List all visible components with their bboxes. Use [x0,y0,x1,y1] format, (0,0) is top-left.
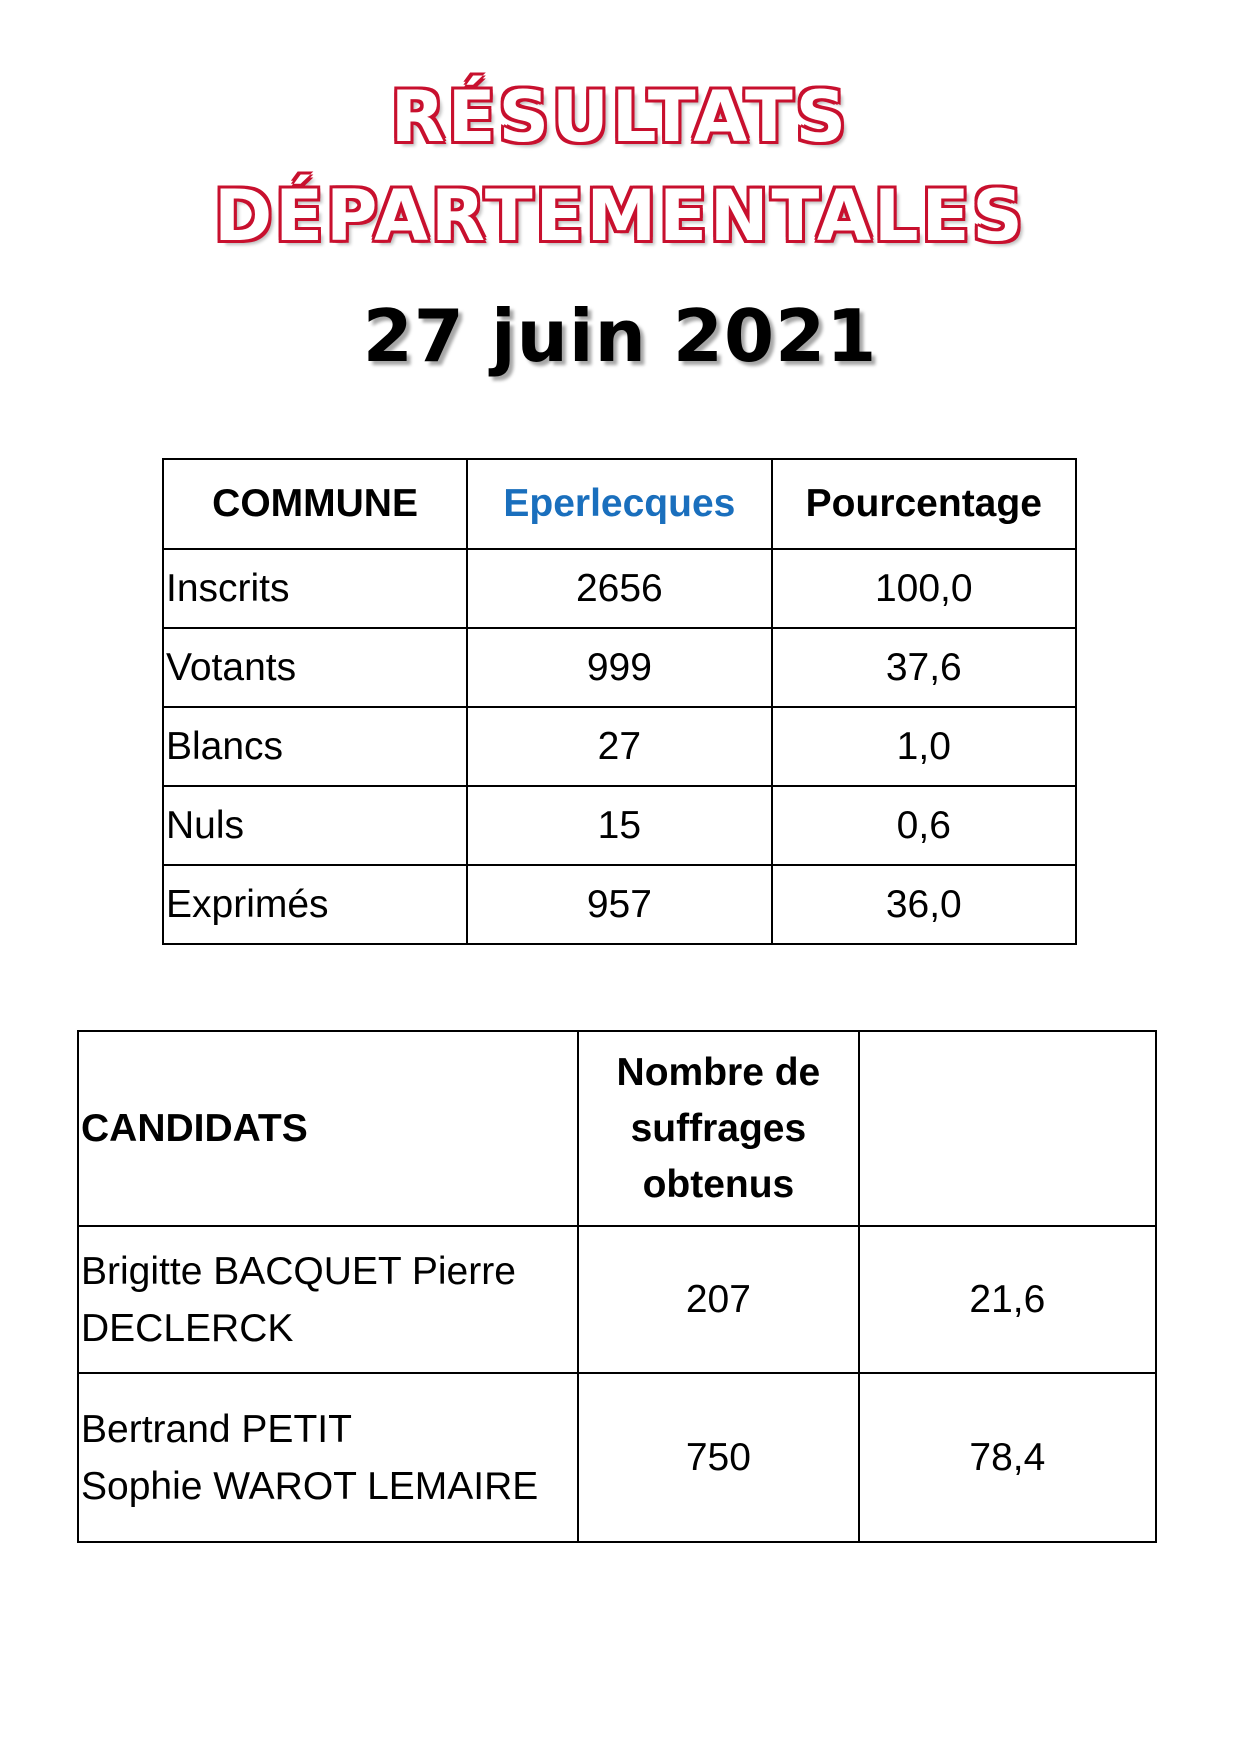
row-label: Nuls [163,786,467,865]
candidates-results-table [77,1030,1157,1543]
candidate-percent: 21,6 [859,1226,1156,1373]
table-row [163,865,1076,944]
row-percent: 37,6 [772,628,1076,707]
row-percent: 1,0 [772,707,1076,786]
table-row [78,1226,1156,1373]
candidates-header: CANDIDATS [78,1031,578,1226]
candidate-votes: 207 [578,1226,859,1373]
candidate-name-line: Bertrand PETIT [81,1407,352,1451]
row-label: Exprimés [163,865,467,944]
row-value: 2656 [467,549,771,628]
candidate-name-line: Sophie WAROT LEMAIRE [81,1464,539,1508]
table-row [163,628,1076,707]
candidate-names [78,1226,578,1373]
commune-table-header-row [163,459,1076,549]
votes-header-line: Nombre de [616,1050,821,1094]
row-value: 15 [467,786,771,865]
row-label: Inscrits [163,549,467,628]
commune-header: COMMUNE [163,459,467,549]
row-value: 957 [467,865,771,944]
candidate-name-line: DECLERCK [81,1306,294,1350]
page-title-line2: DÉPARTEMENTALES [214,175,1026,257]
percent-header: Pourcentage [772,459,1076,549]
row-label: Votants [163,628,467,707]
table-row [163,707,1076,786]
votes-header-line: obtenus [642,1162,795,1206]
table-row [163,786,1076,865]
candidate-name-line: Brigitte BACQUET Pierre [81,1249,516,1293]
row-percent: 0,6 [772,786,1076,865]
commune-results-table [162,458,1077,945]
commune-name-header: Eperlecques [467,459,771,549]
votes-header [578,1031,859,1226]
row-value: 999 [467,628,771,707]
candidate-votes: 750 [578,1373,859,1542]
page-title-line1: RÉSULTATS [390,76,850,158]
candidate-percent: 78,4 [859,1373,1156,1542]
row-value: 27 [467,707,771,786]
row-label: Blancs [163,707,467,786]
candidate-names [78,1373,578,1542]
votes-header-line: suffrages [630,1106,807,1150]
row-percent: 36,0 [772,865,1076,944]
candidates-percent-header [859,1031,1156,1226]
row-percent: 100,0 [772,549,1076,628]
candidates-table-header-row [78,1031,1156,1226]
table-row [78,1373,1156,1542]
election-date: 27 juin 2021 [362,294,878,378]
table-row [163,549,1076,628]
